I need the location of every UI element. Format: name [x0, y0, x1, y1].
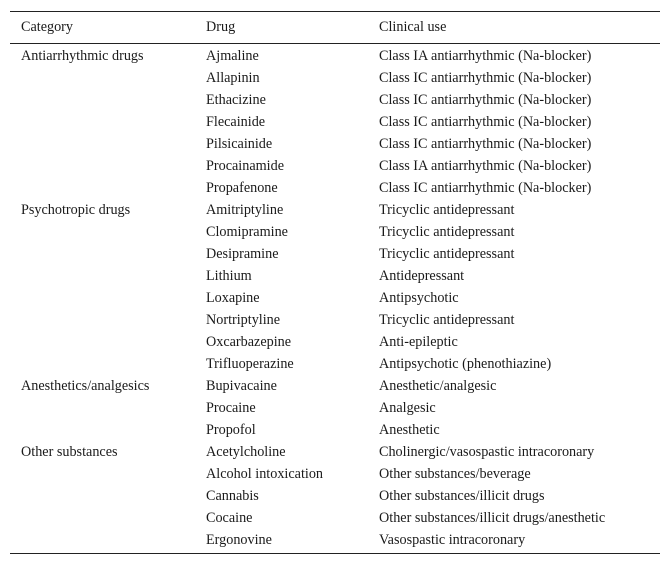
table-body	[10, 44, 660, 554]
cell-category	[10, 529, 195, 554]
cell-clinical-use: Antipsychotic (phenothiazine)	[379, 355, 552, 372]
cell-category	[10, 287, 195, 309]
cell-drug: Ethacizine	[206, 91, 266, 108]
cell-clinical-use: Class IC antiarrhythmic (Na-blocker)	[379, 135, 592, 152]
cell-drug: Propofol	[206, 421, 256, 438]
cell-drug: Allapinin	[206, 69, 260, 86]
table-row	[10, 265, 660, 287]
cell-category	[10, 353, 195, 375]
cell-category	[10, 485, 195, 507]
cell-drug: Clomipramine	[206, 223, 288, 240]
cell-clinical-use: Tricyclic antidepressant	[379, 223, 515, 240]
cell-drug: Propafenone	[206, 179, 278, 196]
cell-clinical-use: Class IC antiarrhythmic (Na-blocker)	[379, 113, 592, 130]
table-header	[10, 12, 660, 44]
cell-clinical-use: Antipsychotic	[379, 289, 459, 306]
cell-category	[10, 463, 195, 485]
header-category: Category	[21, 19, 74, 35]
cell-category	[10, 309, 195, 331]
table-row	[10, 353, 660, 375]
cell-clinical-use: Other substances/beverage	[379, 465, 531, 482]
cell-drug: Flecainide	[206, 113, 266, 130]
cell-drug: Cannabis	[206, 487, 259, 504]
cell-clinical-use: Antidepressant	[379, 267, 465, 284]
cell-clinical-use: Other substances/illicit drugs	[379, 487, 545, 504]
cell-clinical-use: Class IC antiarrhythmic (Na-blocker)	[379, 179, 592, 196]
cell-drug: Cocaine	[206, 509, 253, 526]
cell-drug: Amitriptyline	[206, 201, 284, 218]
cell-clinical-use: Tricyclic antidepressant	[379, 311, 515, 328]
table-row	[10, 155, 660, 177]
drug-table-container	[10, 11, 660, 554]
drug-table	[10, 11, 660, 554]
table-row	[10, 111, 660, 133]
cell-category	[10, 419, 195, 441]
table-row	[10, 243, 660, 265]
cell-clinical-use: Cholinergic/vasospastic intracoronary	[379, 443, 595, 460]
table-row	[10, 287, 660, 309]
cell-clinical-use: Anti-epileptic	[379, 333, 458, 350]
table-row	[10, 419, 660, 441]
table-row	[10, 485, 660, 507]
cell-drug: Procainamide	[206, 157, 285, 174]
cell-category	[10, 507, 195, 529]
table-row	[10, 331, 660, 353]
table-row	[10, 89, 660, 111]
cell-drug: Acetylcholine	[206, 443, 286, 460]
cell-clinical-use: Class IA antiarrhythmic (Na-blocker)	[379, 47, 592, 64]
table-row	[10, 375, 660, 397]
cell-drug: Trifluoperazine	[206, 355, 294, 372]
cell-category: Psychotropic drugs	[21, 201, 131, 218]
cell-drug: Nortriptyline	[206, 311, 281, 328]
cell-clinical-use: Class IC antiarrhythmic (Na-blocker)	[379, 91, 592, 108]
cell-category	[10, 67, 195, 89]
cell-category	[10, 89, 195, 111]
cell-clinical-use: Tricyclic antidepressant	[379, 201, 515, 218]
cell-clinical-use: Tricyclic antidepressant	[379, 245, 515, 262]
table-row	[10, 463, 660, 485]
table-row	[10, 441, 660, 463]
table-row	[10, 397, 660, 419]
cell-drug: Ergonovine	[206, 531, 272, 548]
cell-category	[10, 111, 195, 133]
cell-clinical-use: Analgesic	[379, 399, 436, 416]
cell-clinical-use: Class IA antiarrhythmic (Na-blocker)	[379, 157, 592, 174]
cell-category: Anesthetics/analgesics	[21, 377, 150, 394]
cell-category	[10, 177, 195, 199]
table-row	[10, 309, 660, 331]
table-row	[10, 221, 660, 243]
cell-clinical-use: Anesthetic/analgesic	[379, 377, 497, 394]
table-row	[10, 199, 660, 221]
header-clinical-use: Clinical use	[379, 19, 447, 35]
cell-drug: Oxcarbazepine	[206, 333, 292, 350]
table-row	[10, 529, 660, 554]
cell-category	[10, 243, 195, 265]
cell-drug: Alcohol intoxication	[206, 465, 324, 482]
table-row	[10, 177, 660, 199]
cell-drug: Desipramine	[206, 245, 279, 262]
cell-clinical-use: Vasospastic intracoronary	[379, 531, 526, 548]
cell-clinical-use: Anesthetic	[379, 421, 440, 438]
table-row	[10, 44, 660, 68]
table-row	[10, 507, 660, 529]
cell-category	[10, 265, 195, 287]
cell-category	[10, 331, 195, 353]
cell-drug: Pilsicainide	[206, 135, 273, 152]
cell-category: Other substances	[21, 443, 118, 460]
cell-drug: Procaine	[206, 399, 256, 416]
cell-category	[10, 221, 195, 243]
cell-category	[10, 133, 195, 155]
cell-clinical-use: Class IC antiarrhythmic (Na-blocker)	[379, 69, 592, 86]
cell-clinical-use: Other substances/illicit drugs/anesthetic	[379, 509, 606, 526]
header-drug: Drug	[206, 19, 236, 35]
table-row	[10, 67, 660, 89]
cell-drug: Ajmaline	[206, 47, 259, 64]
cell-drug: Loxapine	[206, 289, 260, 306]
cell-drug: Bupivacaine	[206, 377, 277, 394]
table-row	[10, 133, 660, 155]
cell-category	[10, 155, 195, 177]
header-row	[10, 12, 660, 44]
cell-drug: Lithium	[206, 267, 252, 284]
cell-category	[10, 397, 195, 419]
cell-category: Antiarrhythmic drugs	[21, 47, 144, 64]
